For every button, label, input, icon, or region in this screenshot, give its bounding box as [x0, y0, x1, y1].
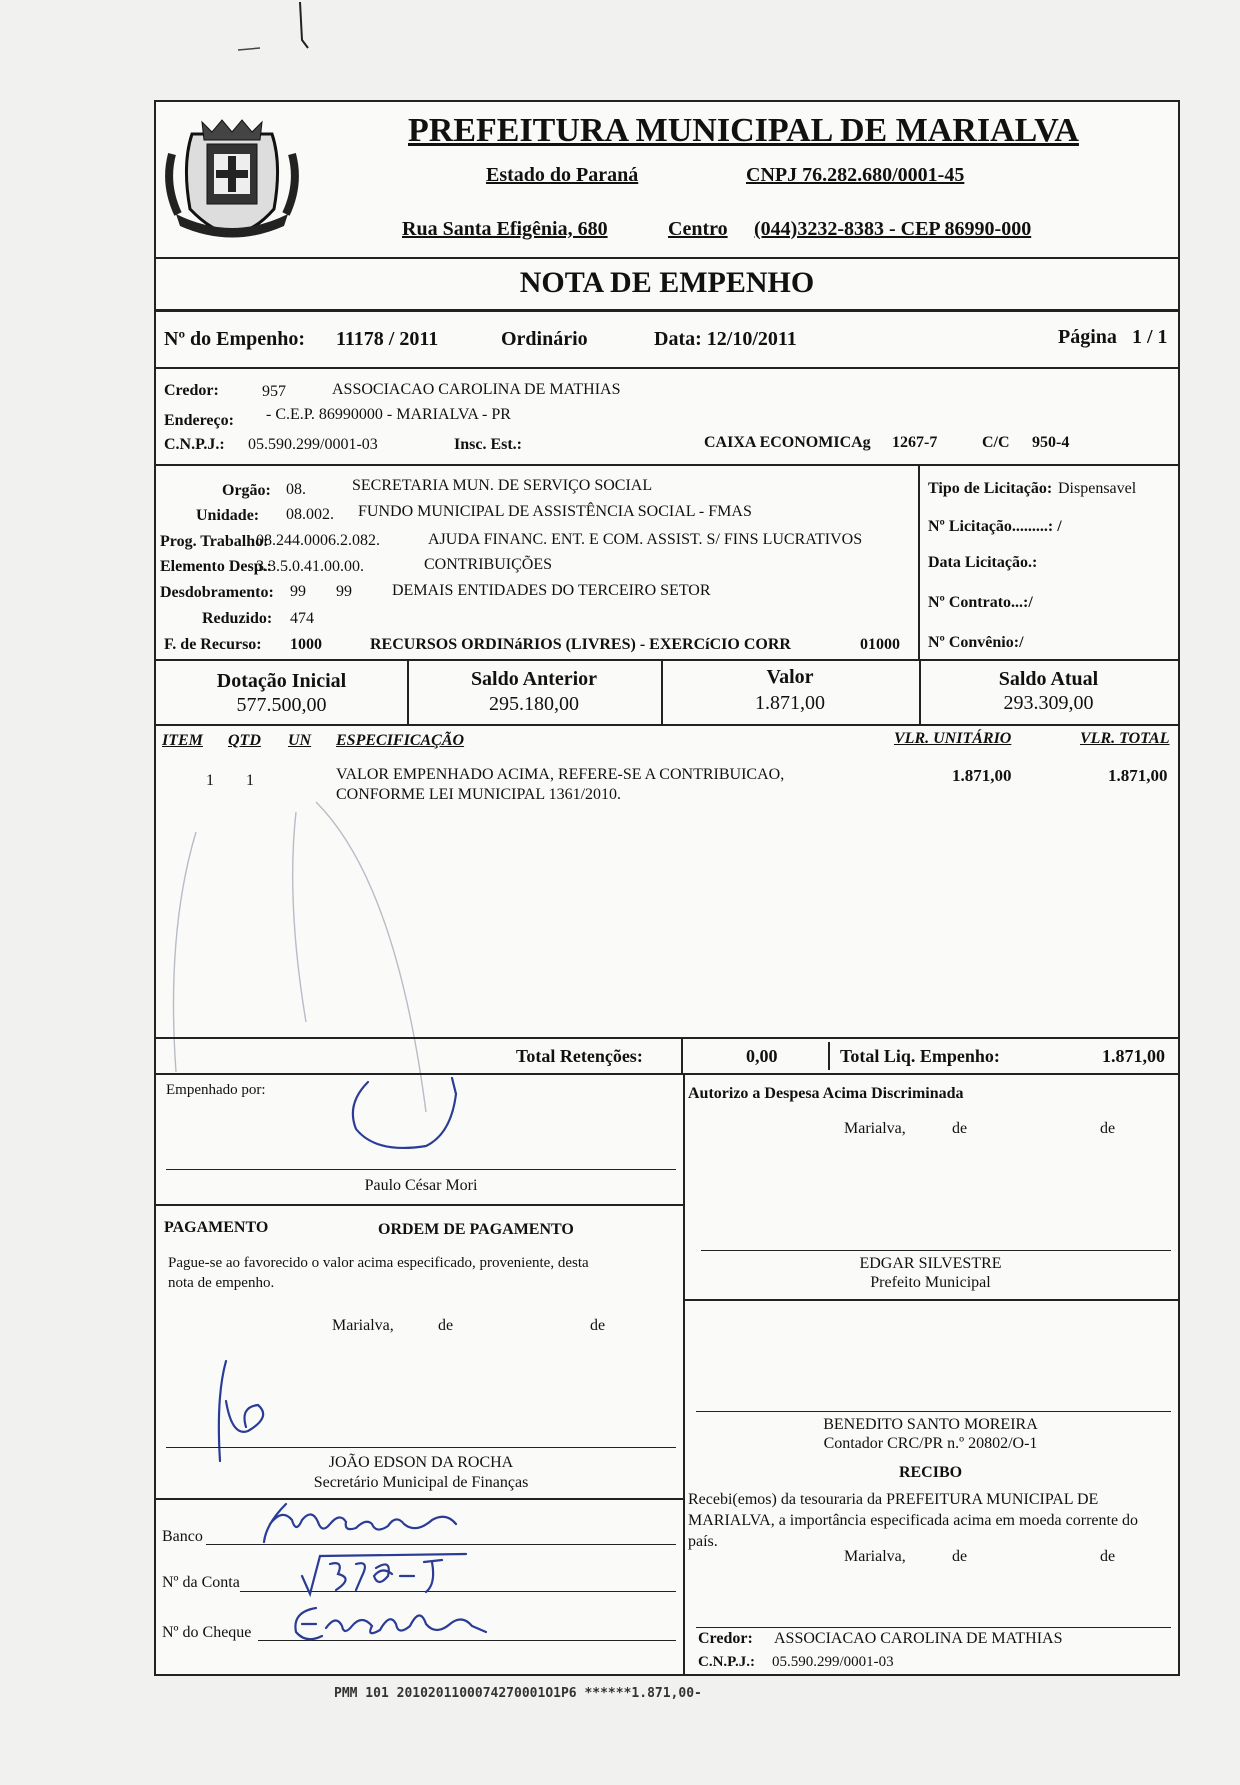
pagamento-de-2: de: [590, 1317, 606, 1334]
scan-mark: [230, 0, 320, 60]
ordem-pagamento-label: ORDEM DE PAGAMENTO: [378, 1221, 574, 1238]
pagamento-label: PAGAMENTO: [164, 1219, 269, 1236]
valor-valor: 1.871,00: [755, 692, 825, 714]
cheque-handwriting: [286, 1596, 496, 1648]
doc-title: NOTA DE EMPENHO: [519, 266, 815, 299]
row-vlr-total: 1.871,00: [1108, 766, 1168, 785]
cnpj-label: C.N.P.J.:: [164, 436, 225, 453]
endereco-prefeitura: Rua Santa Efigênia, 680: [402, 218, 608, 240]
saldo-atual-label: Saldo Atual: [998, 668, 1099, 690]
cc-label: C/C: [982, 434, 1010, 451]
col-item: ITEM: [162, 732, 203, 749]
col-vlr-total: VLR. TOTAL: [1080, 730, 1170, 747]
recibo-texto-2: MARIALVA, a importância especificada acima em moeda corrente do: [688, 1512, 1139, 1529]
credor-agencia: 1267-7: [892, 434, 938, 451]
endereco-label: Endereço:: [164, 412, 234, 429]
prefeitura-title: PREFEITURA MUNICIPAL DE MARIALVA: [408, 112, 1079, 149]
row-especificacao-1: VALOR EMPENHADO ACIMA, REFERE-SE A CONTRIBUICAO,: [336, 766, 785, 783]
row-qtd: 1: [246, 772, 254, 789]
convenio-label: Nº Convênio:/: [928, 634, 1024, 651]
recibo-cnpj-label: C.N.P.J.:: [698, 1654, 755, 1670]
pagamento-texto-2: nota de empenho.: [168, 1275, 275, 1291]
autorizo-de-1: de: [952, 1120, 968, 1137]
desdobramento-cod1: 99: [290, 583, 306, 600]
conta-handwriting: [296, 1548, 476, 1600]
cheque-label: Nº do Cheque: [162, 1624, 252, 1641]
recibo-texto-3: país.: [688, 1533, 718, 1550]
orgao-nome: SECRETARIA MUN. DE SERVIÇO SOCIAL: [352, 477, 653, 494]
recibo-de-1: de: [952, 1548, 968, 1565]
banco-handwriting: [256, 1494, 466, 1549]
secretario-cargo: Secretário Municipal de Finanças: [313, 1474, 529, 1491]
credor-cc: 950-4: [1032, 434, 1070, 451]
row-item: 1: [206, 772, 214, 789]
banco-label: Banco: [162, 1528, 203, 1545]
data-licitacao-label: Data Licitação.:: [928, 554, 1038, 571]
empenho-numero-label: Nº do Empenho:: [164, 328, 306, 350]
recibo-marialva: Marialva,: [844, 1548, 906, 1565]
footer-code: PMM 101 2010201100074270001O1P6 ******1.871,00-: [334, 1686, 702, 1701]
row-especificacao-2: CONFORME LEI MUNICIPAL 1361/2010.: [336, 786, 622, 803]
prog-cod: 08.244.0006.2.082.: [256, 532, 380, 549]
pagamento-de-1: de: [438, 1317, 454, 1334]
col-un: UN: [288, 732, 312, 749]
pagina-label: Página: [1058, 326, 1117, 348]
frecurso-num: 01000: [860, 636, 900, 653]
dotacao-inicial-label: Dotação Inicial: [216, 670, 347, 692]
tipo-licitacao-label: Tipo de Licitação:: [928, 480, 1053, 497]
estado-label: Estado do Paraná: [486, 164, 639, 186]
recibo-credor: ASSOCIACAO CAROLINA DE MATHIAS: [774, 1630, 1063, 1647]
unidade-nome: FUNDO MUNICIPAL DE ASSISTÊNCIA SOCIAL - FMAS: [358, 503, 752, 520]
row-vlr-unitario: 1.871,00: [952, 766, 1012, 785]
credor-label: Credor:: [164, 382, 219, 399]
recibo-titulo: RECIBO: [898, 1464, 963, 1481]
empenhado-nome: Paulo César Mori: [364, 1177, 478, 1194]
credor-cnpj: 05.590.299/0001-03: [248, 436, 378, 453]
dotacao-inicial-valor: 577.500,00: [236, 694, 327, 716]
cnpj-prefeitura: CNPJ 76.282.680/0001-45: [746, 164, 965, 186]
credor-codigo: 957: [262, 383, 286, 400]
valor-label: Valor: [766, 666, 814, 688]
frecurso-cod: 1000: [290, 636, 322, 653]
elemento-nome: CONTRIBUIÇÕES: [424, 556, 553, 573]
coat-of-arms-icon: [162, 114, 302, 239]
conta-label: Nº da Conta: [162, 1574, 240, 1591]
num-licitacao-label: Nº Licitação.........: /: [928, 518, 1062, 535]
nota-de-empenho-form: [154, 100, 1180, 1676]
prog-nome: AJUDA FINANC. ENT. E COM. ASSIST. S/ FINS LUCRATIVOS: [428, 531, 863, 548]
telefone-cep: (044)3232-8383 - CEP 86990-000: [754, 218, 1032, 240]
empenho-tipo: Ordinário: [501, 328, 588, 350]
empenho-numero: 11178 / 2011: [336, 328, 439, 350]
secretario-nome: JOÃO EDSON DA ROCHA: [328, 1454, 514, 1471]
autorizo-marialva: Marialva,: [844, 1120, 906, 1137]
col-vlr-unitario: VLR. UNITÁRIO: [894, 730, 1012, 747]
reduzido-label: Reduzido:: [202, 610, 273, 627]
col-qtd: QTD: [228, 732, 261, 749]
frecurso-label: F. de Recurso:: [164, 636, 262, 653]
insc-label: Insc. Est.:: [454, 436, 523, 453]
recibo-credor-label: Credor:: [698, 1630, 753, 1647]
saldo-anterior-valor: 295.180,00: [489, 693, 579, 715]
total-liq-valor: 1.871,00: [1102, 1046, 1165, 1066]
elemento-label: Elemento Desp.:: [160, 558, 272, 575]
tipo-licitacao: Dispensavel: [1058, 480, 1137, 497]
recibo-cnpj: 05.590.299/0001-03: [772, 1654, 894, 1670]
prog-label: Prog. Trabalho:: [160, 533, 269, 550]
unidade-label: Unidade:: [196, 507, 260, 524]
autorizo-label: Autorizo a Despesa Acima Discriminada: [688, 1085, 964, 1102]
frecurso-nome: RECURSOS ORDINáRIOS (LIVRES) - EXERCíCIO CORR: [370, 636, 791, 653]
credor-banco: CAIXA ECONOMICAg: [704, 434, 871, 451]
orgao-label: Orgão:: [222, 482, 271, 499]
empenhado-por-label: Empenhado por:: [166, 1082, 266, 1098]
empenhado-signature: [336, 1074, 486, 1156]
pagamento-texto-1: Pague-se ao favorecido o valor acima especificado, proveniente, desta: [168, 1255, 589, 1271]
unidade-cod: 08.002.: [286, 506, 334, 523]
desdobramento-cod2: 99: [336, 583, 352, 600]
secretario-signature: [196, 1357, 296, 1467]
elemento-cod: 3.3.5.0.41.00.00.: [256, 558, 364, 575]
total-liq-label: Total Liq. Empenho:: [840, 1046, 1000, 1066]
recibo-de-2: de: [1100, 1548, 1116, 1565]
contador-nome: BENEDITO SANTO MOREIRA: [823, 1416, 1038, 1433]
recibo-texto-1: Recebi(emos) da tesouraria da PREFEITURA MUNICIPAL DE: [688, 1491, 1099, 1508]
autorizo-de-2: de: [1100, 1120, 1116, 1137]
centro-label: Centro: [668, 218, 728, 240]
col-especificacao: ESPECIFICAÇÃO: [336, 732, 465, 749]
desdobramento-nome: DEMAIS ENTIDADES DO TERCEIRO SETOR: [392, 582, 711, 599]
credor-nome: ASSOCIACAO CAROLINA DE MATHIAS: [332, 381, 621, 398]
pagamento-marialva: Marialva,: [332, 1317, 394, 1334]
total-retencoes-label: Total Retenções:: [516, 1046, 643, 1066]
desdobramento-label: Desdobramento:: [160, 584, 274, 601]
total-retencoes-valor: 0,00: [746, 1046, 778, 1066]
credor-endereco: - C.E.P. 86990000 - MARIALVA - PR: [266, 406, 511, 423]
contador-cargo: Contador CRC/PR n.º 20802/O-1: [823, 1435, 1038, 1452]
pagina-valor: 1 / 1: [1132, 326, 1168, 348]
saldo-atual-valor: 293.309,00: [1003, 692, 1094, 714]
saldo-anterior-label: Saldo Anterior: [470, 668, 598, 690]
prefeito-cargo: Prefeito Municipal: [870, 1274, 991, 1291]
reduzido-valor: 474: [290, 610, 314, 627]
contrato-label: Nº Contrato...:/: [928, 594, 1033, 611]
prefeito-nome: EDGAR SILVESTRE: [859, 1255, 1002, 1272]
empenho-data: Data: 12/10/2011: [654, 328, 797, 350]
orgao-cod: 08.: [286, 481, 306, 498]
